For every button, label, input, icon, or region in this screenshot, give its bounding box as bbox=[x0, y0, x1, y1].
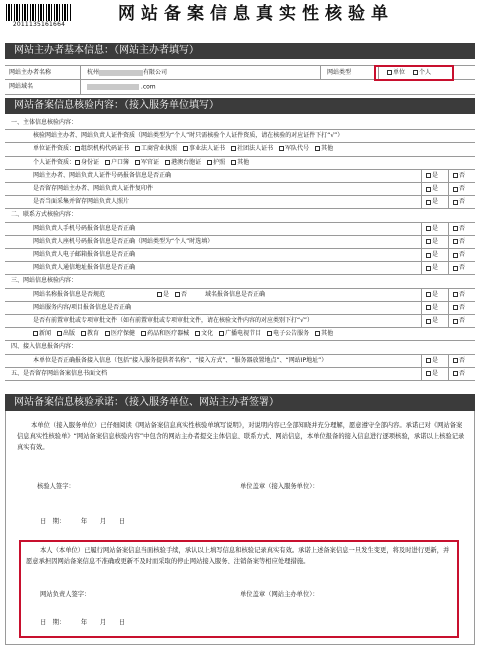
checkbox-icon bbox=[453, 319, 458, 324]
no-option[interactable]: 否 bbox=[448, 289, 475, 301]
item-row bbox=[5, 196, 475, 209]
option-item[interactable]: 组织机构代码证书 bbox=[75, 146, 129, 152]
group-title-row bbox=[5, 117, 475, 130]
checkbox-icon bbox=[165, 160, 170, 165]
no-option[interactable]: 否 bbox=[175, 292, 187, 298]
item-row bbox=[5, 302, 475, 315]
no-option[interactable]: 否 bbox=[448, 368, 475, 380]
option-item[interactable]: 其他 bbox=[231, 160, 249, 166]
option-item[interactable]: 广播电视节目 bbox=[219, 331, 261, 337]
checkbox-icon bbox=[426, 358, 431, 363]
approval-types-row bbox=[5, 328, 475, 341]
item-label: 单位证件资质： bbox=[33, 145, 76, 153]
checkbox-icon bbox=[426, 187, 431, 192]
no-option[interactable]: 否 bbox=[448, 302, 475, 314]
yes-option[interactable]: 是 bbox=[421, 302, 448, 314]
owner-name-label: 网站主办者名称 bbox=[5, 66, 81, 79]
group-title: 三、网站信息核验内容： bbox=[11, 277, 78, 285]
owner-seal-label: 单位盖章（网站主办单位）： bbox=[240, 591, 319, 598]
option-item[interactable]: 户口簿 bbox=[105, 160, 129, 166]
option-item[interactable]: 社团法人证书 bbox=[231, 146, 273, 152]
option-item[interactable]: 文化 bbox=[195, 331, 213, 337]
highlight-box-type bbox=[374, 65, 454, 81]
item-label: 网站名称报备信息是否规范 bbox=[33, 290, 106, 298]
item-label: 是否留存网站主办者、网站负责人证件复印件 bbox=[33, 185, 154, 193]
no-option[interactable]: 否 bbox=[448, 223, 475, 235]
item-label: 核验网站主办者、网站负责人证件资质（网站类型为“个人”时只需核验个人证件资质，请在核验的对应证件下打“√”） bbox=[33, 132, 344, 140]
item-label: 本单位是否正确报备接入信息（包括“接入服务提供者名称”、“接入方式”、“服务器放置地点”、“网站IP地址”） bbox=[33, 356, 328, 364]
item-label: 网站服务内容/项目报备信息是否正确 bbox=[33, 303, 132, 311]
checkbox-icon bbox=[183, 146, 188, 151]
no-option[interactable]: 否 bbox=[448, 170, 475, 182]
checkbox-icon bbox=[207, 160, 212, 165]
group-title: 一、主体信息核验内容： bbox=[11, 119, 78, 127]
group-title: 五、是否留存网站备案信息书面文档 bbox=[11, 369, 108, 377]
group-title: 二、联系方式核验内容： bbox=[11, 211, 78, 219]
yes-no-choice bbox=[421, 289, 475, 301]
checkbox-icon bbox=[105, 160, 110, 165]
option-item[interactable]: 其他 bbox=[315, 331, 333, 337]
checkbox-icon bbox=[231, 160, 236, 165]
checkbox-icon bbox=[426, 305, 431, 310]
checkbox-icon bbox=[453, 292, 458, 297]
option-item[interactable]: 军队代号 bbox=[279, 146, 309, 152]
checkbox-icon bbox=[33, 331, 38, 336]
group-title: 四、接入信息报备内容： bbox=[11, 343, 78, 351]
no-option[interactable]: 否 bbox=[448, 249, 475, 261]
yes-no-choice bbox=[421, 236, 475, 248]
option-item[interactable]: 出版 bbox=[57, 331, 75, 337]
checkbox-icon bbox=[453, 371, 458, 376]
owner-name-suffix: 有限公司 bbox=[143, 68, 168, 76]
yes-option[interactable]: 是 bbox=[421, 170, 448, 182]
barcode-bars bbox=[6, 4, 72, 21]
checkbox-icon bbox=[453, 266, 458, 271]
option-item[interactable]: 教育 bbox=[81, 331, 99, 337]
checkbox-icon bbox=[426, 173, 431, 178]
checkbox-icon bbox=[453, 305, 458, 310]
domain-row bbox=[5, 80, 475, 95]
no-option[interactable]: 否 bbox=[448, 183, 475, 195]
yes-no-choice bbox=[421, 196, 475, 208]
site-type-label: 网站类型 bbox=[321, 66, 379, 79]
checkbox-icon bbox=[57, 331, 62, 336]
site-type-unit[interactable]: 单位 bbox=[387, 69, 405, 76]
checkbox-icon bbox=[267, 331, 272, 336]
yes-no-choice bbox=[421, 302, 475, 314]
checkbox-icon bbox=[426, 319, 431, 324]
checkbox-icon bbox=[426, 239, 431, 244]
checkbox-icon bbox=[81, 331, 86, 336]
item-label: 网站负责人手机号码报备信息是否正确 bbox=[33, 224, 136, 232]
yes-no-choice bbox=[421, 315, 475, 327]
checkbox-icon bbox=[219, 331, 224, 336]
commitment-para1: 本单位（接入服务单位）已仔细阅读《网站备案信息真实性核验单填写说明》，对说明内容已全部知晓并充分理解，愿意遵守全部内容。承诺已对《网站备案信息真实性核验单》“网站备案信息核验内容”中包含的网站主办者提交主体信息、联系方式、网站信息，本单位报备的接入信息进行逐项核验，承诺以上核验记录真实有效。 bbox=[17, 422, 465, 451]
checkbox-icon bbox=[279, 146, 284, 151]
no-option[interactable]: 否 bbox=[448, 355, 475, 367]
option-item[interactable]: 事业法人证书 bbox=[183, 146, 225, 152]
archive-row bbox=[5, 368, 475, 381]
checkbox-icon bbox=[453, 226, 458, 231]
yes-no-choice bbox=[421, 170, 475, 182]
section3-heading: 网站备案信息核验承诺：（接入服务单位、网站主办者签署） bbox=[5, 394, 475, 411]
no-option[interactable]: 否 bbox=[448, 196, 475, 208]
checkbox-icon bbox=[75, 160, 80, 165]
checkbox-icon bbox=[315, 146, 320, 151]
item-label: 是否当面采集并留存网站负责人照片 bbox=[33, 198, 130, 206]
checkbox-icon bbox=[453, 187, 458, 192]
option-item[interactable]: 军官证 bbox=[135, 160, 159, 166]
checkbox-icon bbox=[426, 253, 431, 258]
checkbox-icon bbox=[426, 371, 431, 376]
checkbox-icon bbox=[141, 331, 146, 336]
yes-no-choice bbox=[421, 262, 475, 274]
checkbox-icon bbox=[453, 173, 458, 178]
checkbox-icon bbox=[453, 200, 458, 205]
barcode bbox=[6, 4, 72, 29]
option-item[interactable]: 工商营业执照 bbox=[135, 146, 177, 152]
barcode-number: 2011135161664 bbox=[12, 21, 66, 28]
domain-label: 网站域名 bbox=[5, 80, 81, 94]
redacted-mask bbox=[87, 84, 139, 90]
yes-option[interactable]: 是 bbox=[421, 249, 448, 261]
yes-option[interactable]: 是 bbox=[421, 368, 448, 380]
owner-name-prefix: 杭州 bbox=[87, 68, 100, 76]
item-label: 个人证件资质： bbox=[33, 158, 76, 166]
item-label: 网站负责人通信地址报备信息是否正确 bbox=[33, 264, 136, 272]
option-item[interactable]: 护照 bbox=[207, 160, 225, 166]
date-line-1: 日 期： 年 月 日 bbox=[40, 518, 126, 525]
unit-seal-label: 单位盖章（接入服务单位）： bbox=[240, 483, 319, 490]
checkbox-icon bbox=[75, 146, 80, 151]
yes-option[interactable]: 是 bbox=[421, 236, 448, 248]
item-label: 网站负责人座机号码报备信息是否正确（网站类型为“个人”时选填） bbox=[33, 237, 214, 245]
item-row bbox=[5, 262, 475, 275]
checkbox-icon bbox=[157, 292, 162, 297]
date-line-2: 日 期： 年 月 日 bbox=[40, 619, 126, 626]
item-label: 网站负责人电子邮箱报备信息是否正确 bbox=[33, 251, 136, 259]
item-row bbox=[5, 315, 475, 328]
unit-cert-row bbox=[5, 143, 475, 156]
verifier-sign-label: 核验人签字： bbox=[37, 483, 75, 490]
checkbox-icon bbox=[105, 331, 110, 336]
site-type-person[interactable]: 个人 bbox=[413, 69, 431, 76]
group-title-row bbox=[5, 275, 475, 288]
site-name-row bbox=[5, 289, 475, 302]
form-title: 网站备案信息真实性核验单 bbox=[118, 4, 394, 24]
option-item[interactable]: 药品和医疗器械 bbox=[141, 331, 189, 337]
person-cert-row bbox=[5, 157, 475, 170]
group-title-row bbox=[5, 341, 475, 354]
checkbox-icon bbox=[175, 292, 180, 297]
item-label: 域名报备信息是否正确 bbox=[205, 290, 266, 298]
section2-heading: 网站备案信息核验内容：（接入服务单位填写） bbox=[5, 98, 475, 114]
yes-no-choice bbox=[421, 368, 475, 380]
yes-no-choice bbox=[421, 183, 475, 195]
no-option[interactable]: 否 bbox=[448, 262, 475, 274]
item-row bbox=[5, 130, 475, 143]
yes-no-choice bbox=[421, 223, 475, 235]
yes-no-choice bbox=[421, 249, 475, 261]
checkbox-icon bbox=[135, 146, 140, 151]
checkbox-icon bbox=[453, 239, 458, 244]
checkbox-icon bbox=[426, 226, 431, 231]
redacted-mask bbox=[99, 70, 143, 76]
yes-option[interactable]: 是 bbox=[421, 262, 448, 274]
item-row bbox=[5, 249, 475, 262]
owner-name-value bbox=[81, 66, 321, 79]
checkbox-icon bbox=[315, 331, 320, 336]
checkbox-icon bbox=[135, 160, 140, 165]
item-row bbox=[5, 355, 475, 368]
yes-option[interactable]: 是 bbox=[421, 196, 448, 208]
option-item[interactable]: 电子公告服务 bbox=[267, 331, 309, 337]
section1-heading: 网站主办者基本信息：（网站主办者填写） bbox=[5, 43, 475, 59]
checkbox-icon bbox=[426, 292, 431, 297]
item-row bbox=[5, 236, 475, 249]
option-item[interactable]: 其他 bbox=[315, 146, 333, 152]
item-label: 是否有前置审批或专项审批文件（如有前置审批或专项审批文件，请在核验文件内容的对应类别下打“√”） bbox=[33, 317, 314, 325]
item-label: 网站主办者、网站负责人证件号码报备信息是否正确 bbox=[33, 171, 172, 179]
yes-no-choice bbox=[421, 355, 475, 367]
domain-value: .com bbox=[81, 84, 156, 91]
yes-option[interactable]: 是 bbox=[421, 183, 448, 195]
no-option[interactable]: 否 bbox=[448, 236, 475, 248]
owner-sign-label: 网站负责人签字： bbox=[40, 591, 91, 598]
checkbox-icon bbox=[231, 146, 236, 151]
option-item[interactable]: 港澳台胞证 bbox=[165, 160, 201, 166]
yes-option[interactable]: 是 bbox=[421, 289, 448, 301]
yes-option[interactable]: 是 bbox=[157, 292, 169, 298]
item-row bbox=[5, 170, 475, 183]
item-row bbox=[5, 223, 475, 236]
item-row bbox=[5, 183, 475, 196]
yes-option[interactable]: 是 bbox=[421, 355, 448, 367]
yes-option[interactable]: 是 bbox=[421, 223, 448, 235]
no-option[interactable]: 否 bbox=[448, 315, 475, 327]
checkbox-icon bbox=[453, 253, 458, 258]
checkbox-icon bbox=[426, 266, 431, 271]
yes-option[interactable]: 是 bbox=[421, 315, 448, 327]
option-item[interactable]: 医疗保健 bbox=[105, 331, 135, 337]
commitment-para2: 本人（本单位）已履行网站备案信息当面核验手续，承认以上填写信息和核验记录真实有效。承诺上述备案信息一旦发生变更，将及时进行更新，并愿意承担因网站备案信息不准确或更新不及时而采取的停止网站接入服务、注销备案等相应处理措施。 bbox=[26, 547, 450, 565]
checkbox-icon bbox=[195, 331, 200, 336]
checkbox-icon bbox=[426, 200, 431, 205]
checkbox-icon bbox=[453, 358, 458, 363]
group-title-row bbox=[5, 209, 475, 222]
option-item[interactable]: 新闻 bbox=[33, 331, 51, 337]
option-item[interactable]: 身份证 bbox=[75, 160, 99, 166]
